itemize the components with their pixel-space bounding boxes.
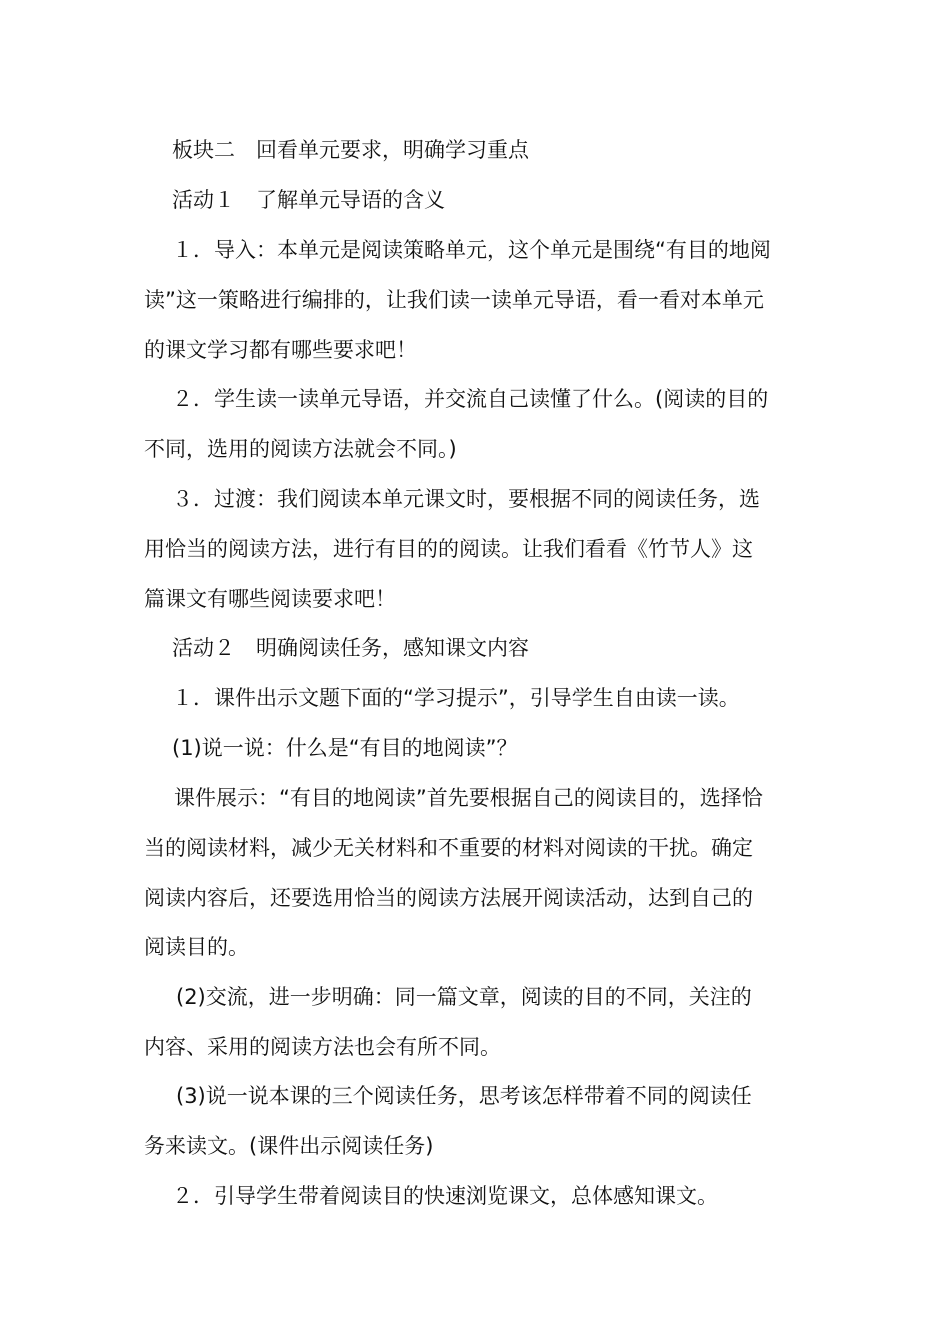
paragraph-line: 内容、采用的阅读方法也会有所不同。 <box>144 1035 501 1059</box>
paragraph-line: (3)说一说本课的三个阅读任务，思考该怎样带着不同的阅读任 <box>176 1084 752 1108</box>
activity-1-title: 活动１ 了解单元导语的含义 <box>172 188 445 212</box>
section-heading: 板块二 回看单元要求，明确学习重点 <box>172 138 529 162</box>
paragraph-line: １．课件出示文题下面的“学习提示”，引导学生自由读一读。 <box>172 686 740 710</box>
paragraph-line: 篇课文有哪些阅读要求吧！ <box>144 587 396 611</box>
paragraph-line: (2)交流，进一步明确：同一篇文章，阅读的目的不同，关注的 <box>176 985 752 1009</box>
paragraph-line: 读”这一策略进行编排的，让我们读一读单元导语，看一看对本单元 <box>144 288 764 312</box>
paragraph-line: ３．过渡：我们阅读本单元课文时，要根据不同的阅读任务，选 <box>172 487 760 511</box>
paragraph-line: 的课文学习都有哪些要求吧！ <box>144 338 417 362</box>
paragraph-line: １．导入：本单元是阅读策略单元，这个单元是围绕“有目的地阅 <box>172 238 771 262</box>
activity-2-title: 活动２ 明确阅读任务，感知课文内容 <box>172 636 529 660</box>
paragraph-line: (1)说一说：什么是“有目的地阅读”？ <box>172 736 518 760</box>
paragraph-line: 阅读内容后，还要选用恰当的阅读方法展开阅读活动，达到自己的 <box>144 886 753 910</box>
paragraph-line: 阅读目的。 <box>144 935 249 959</box>
paragraph-line: ２．学生读一读单元导语，并交流自己读懂了什么。(阅读的目的 <box>172 387 769 411</box>
paragraph-line: 用恰当的阅读方法，进行有目的的阅读。让我们看看《竹节人》这 <box>144 537 753 561</box>
paragraph-line: ２．引导学生带着阅读目的快速浏览课文，总体感知课文。 <box>172 1184 718 1208</box>
paragraph-line: 课件展示：“有目的地阅读”首先要根据自己的阅读目的，选择恰 <box>174 786 763 810</box>
paragraph-line: 当的阅读材料，减少无关材料和不重要的材料对阅读的干扰。确定 <box>144 836 753 860</box>
paragraph-line: 不同，选用的阅读方法就会不同。) <box>144 437 457 461</box>
paragraph-line: 务来读文。(课件出示阅读任务) <box>144 1134 434 1158</box>
